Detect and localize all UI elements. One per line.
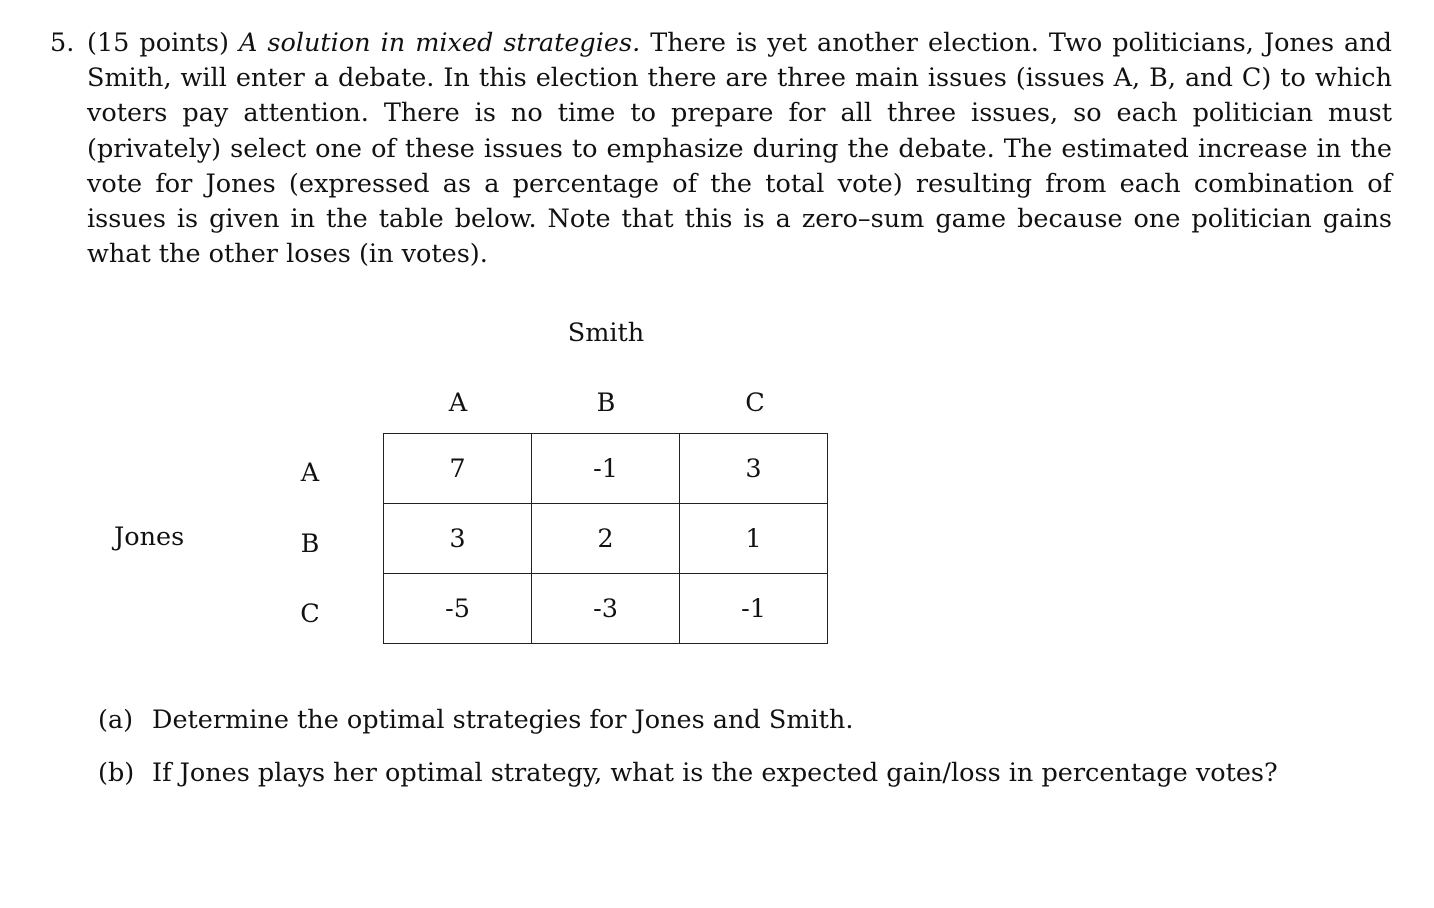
question-list [98, 702, 1398, 808]
payoff-table [383, 433, 828, 644]
problem-points: (15 points) [87, 28, 229, 58]
column-header-b: B [596, 388, 616, 418]
table-cell: -5 [384, 574, 532, 644]
question-tag: (a) [98, 705, 134, 735]
problem-body [87, 26, 1392, 272]
row-header-c: C [300, 599, 320, 629]
row-player-label: Jones [114, 522, 185, 552]
column-header-c: C [745, 388, 765, 418]
problem-title: A solution in mixed strategies. [238, 28, 641, 58]
table-cell: -1 [680, 574, 828, 644]
column-header-a: A [448, 388, 468, 418]
list-item [98, 702, 1398, 755]
table-cell: 7 [384, 434, 532, 504]
list-item [98, 755, 1398, 808]
table-row [384, 504, 828, 574]
row-header-a: A [300, 458, 320, 488]
question-text: If Jones plays her optimal strategy, what is the expected gain/loss in percentage votes? [152, 758, 1278, 788]
table-row [384, 574, 828, 644]
question-tag: (b) [98, 758, 135, 788]
table-cell: -3 [532, 574, 680, 644]
row-header-b: B [300, 529, 320, 559]
problem-statement [50, 26, 1392, 272]
table-cell: 3 [384, 504, 532, 574]
table-row [384, 434, 828, 504]
problem-number: 5. [50, 28, 75, 58]
question-text: Determine the optimal strategies for Jones and Smith. [152, 705, 854, 735]
table-cell: 2 [532, 504, 680, 574]
table-cell: -1 [532, 434, 680, 504]
table-cell: 1 [680, 504, 828, 574]
table-cell: 3 [680, 434, 828, 504]
problem-text: There is yet another election. Two politicians, Jones and Smith, will enter a debate. In this election there are three main issues (issues A, B, and C) to which voters pay attention. There is no time to prepare for all three issues, so each politician must (privately) select one of these issues to emphasize during the debate. The estimated increase in the vote for Jones (expressed as a percentage of the total vote) resulting from each combination of issues is given in the table below. Note that this is a zero–sum game because one politician gains what the other loses (in votes). [87, 28, 1392, 270]
column-player-label: Smith [567, 318, 645, 348]
